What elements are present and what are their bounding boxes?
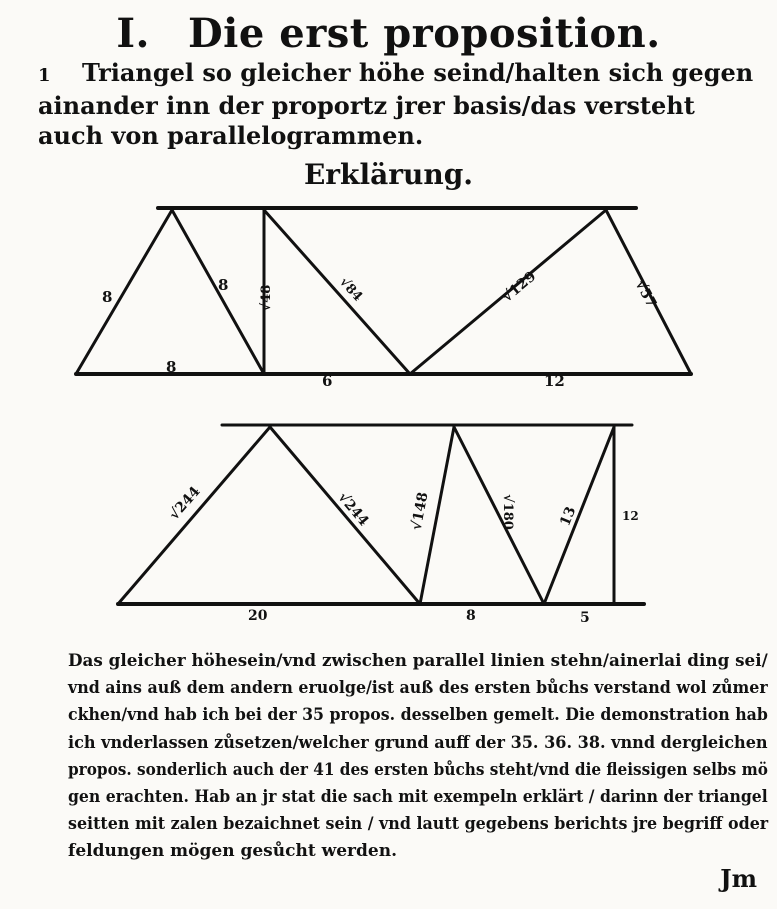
catchword: Jm [720,864,757,893]
text-line: vnd ains auß dem andern eruolge/ist auß des ersten bůchs verstand wol zůmer [68,678,768,699]
fig2-label: 20 [248,608,268,624]
fig2-label: √244 [166,483,204,524]
fig2-label: √180 [500,494,515,530]
proposition-text: Triangel so gleicher höhe seind/halten sich gegen ainander inn der proportz jrer basis/das versteht auch von parallelogrammen. [38,58,754,150]
text-line: Das gleicher höhesein/vnd zwischen parallel linien stehn/ainerlai ding sei/ [68,651,768,671]
text-line: feldungen mögen gesůcht werden. [68,841,397,862]
fig2-side [544,427,614,604]
fig1-label: 12 [544,372,565,390]
figure-1-labels [102,268,659,390]
fig2-side [270,427,420,604]
fig1-label: √129 [499,268,540,306]
fig1-label: 6 [322,372,333,390]
fig1-side [264,210,410,374]
fig1-label: 8 [166,358,177,376]
fig1-label: √48 [259,284,274,312]
proposition-number: 1 [38,65,51,86]
fig1-label: 8 [218,276,229,294]
fig1-label: √57 [631,277,660,311]
heading-number: I. [116,10,150,57]
fig2-label: √244 [334,489,372,530]
explanation-text [68,648,768,866]
fig1-label: 8 [102,288,113,306]
fig1-side [76,210,172,374]
fig2-label: √148 [408,490,432,532]
fig2-label: 8 [466,608,476,624]
text-line: seitten mit zalen bezaichnet sein / vnd lautt gegebens berichts jre begriff oder [68,814,769,835]
explanation-heading: Erklärung. [303,158,474,191]
fig2-label: 13 [557,504,580,529]
fig2-side [454,427,544,604]
fig1-label: √84 [336,274,366,305]
figure-1 [76,208,691,374]
fig2-label: 12 [622,509,639,523]
fig2-label: 5 [580,610,590,626]
heading-title: Die erst proposition. [187,10,661,57]
text-line: ckhen/vnd hab ich bei der 35 propos. desselben gemelt. Die demonstration hab [68,705,768,726]
text-line: propos. sonderlich auch der 41 des ersten bůchs steht/vnd die fleissigen selbs mö [68,759,768,780]
fig2-side [118,427,270,604]
text-line: ich vnderlassen zůsetzen/welcher grund auff der 35. 36. 38. vnnd dergleichen [68,732,768,753]
text-line: gen erachten. Hab an jr stat die sach mit exempeln erklärt / darinn der triangel [68,787,768,808]
